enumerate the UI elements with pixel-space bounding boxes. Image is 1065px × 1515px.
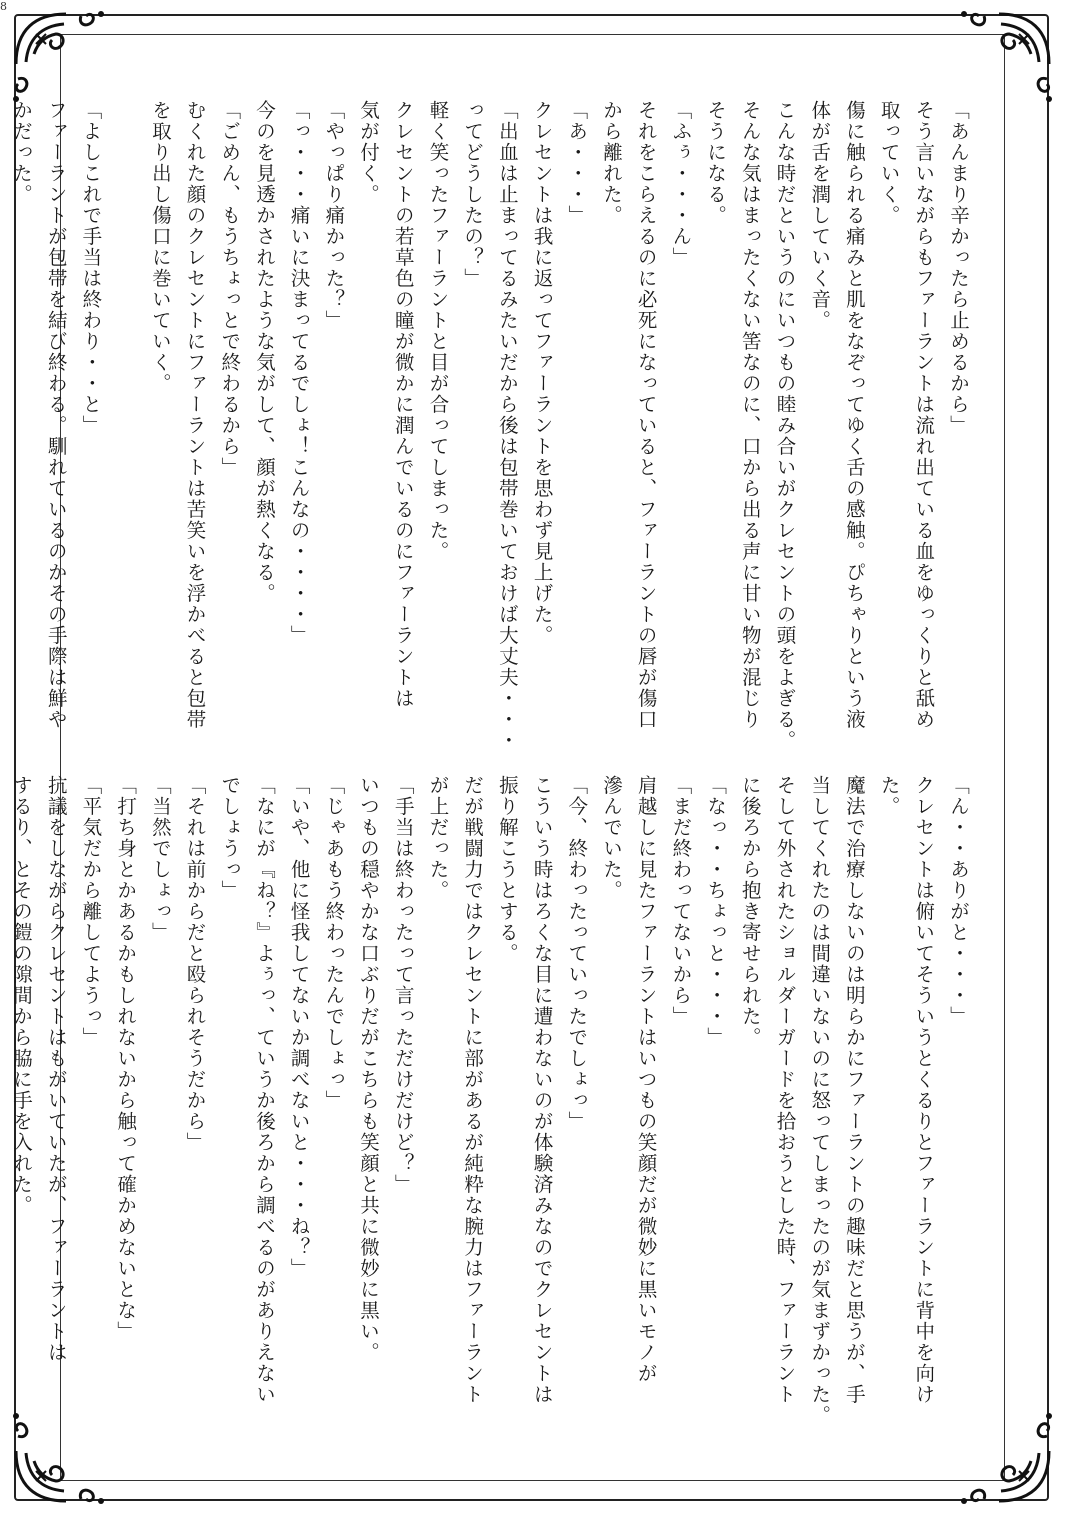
text-line: 「出血は止まってるみたいだから後は包帯巻いておけば大丈夫・・・ <box>495 100 519 751</box>
text-line: 滲んでいた。 <box>599 775 623 901</box>
text-line: でしょうっ」 <box>218 775 242 901</box>
text-line: ファーラントが包帯を結び終わる。馴れているのかその手際は鮮や <box>44 100 68 730</box>
text-line: そんな気はまったくない筈なのに、口から出る声に甘い物が混じり <box>738 100 762 730</box>
corner-ornament-icon <box>6 1401 116 1511</box>
text-line: 「それは前からだと殴られそうだから」 <box>183 775 207 1153</box>
text-line: 体が舌を潤していく音。 <box>808 100 832 331</box>
text-line: 「なにが『ね？』よぅっ、ていうか後ろから調べるのがありえない <box>252 775 276 1405</box>
text-line: 「平気だから離してようっ」 <box>79 775 103 1048</box>
lower-text-block <box>10 775 975 1426</box>
text-line: こういう時はろくな目に遭わないのが体験済みなのでクレセントは <box>530 775 554 1405</box>
text-line: 「よしこれで手当は終わり・・と」 <box>79 100 103 436</box>
text-line: こんな時だというのにいつもの睦み合いがクレセントの頭をよぎる。 <box>773 100 797 751</box>
text-line: 「当然でしょっ」 <box>148 775 172 943</box>
text-line: 「ふぅ・・・ん」 <box>669 100 693 268</box>
page-number: 8 <box>0 0 7 13</box>
corner-ornament-icon <box>6 4 116 114</box>
text-line: 「じゃあもう終わったんでしょっ」 <box>322 775 346 1111</box>
text-line: かだった。 <box>10 100 34 205</box>
text-line: 魔法で治療しないのは明らかにファーラントの趣味だと思うが、手 <box>842 775 866 1405</box>
text-line: そう言いながらもファーラントは流れ出ている血をゆっくりと舐め <box>912 100 936 730</box>
text-line: 軽く笑ったファーラントと目が合ってしまった。 <box>426 100 450 562</box>
text-line: 「やっぱり痛かった？」 <box>322 100 346 331</box>
text-line: 振り解こうとする。 <box>495 775 519 964</box>
upper-text-block <box>10 100 975 751</box>
text-line: だが戦闘力ではクレセントに部があるが純粋な腕力はファーラント <box>461 775 485 1405</box>
text-line: 「あ・・・」 <box>565 100 589 226</box>
blank-line <box>107 100 142 740</box>
text-line: クレセントは俯いてそういうとくるりとファーラントに背中を向け <box>912 775 936 1405</box>
text-line: むくれた顔のクレセントにファーラントは苦笑いを浮かべると包帯 <box>183 100 207 730</box>
text-line: 「ん・・ありがと・・・」 <box>947 775 970 1027</box>
text-line: 「っ・・・痛いに決まってるでしょ！こんなの・・・・」 <box>287 100 311 646</box>
corner-ornament-icon <box>949 1401 1059 1511</box>
text-line: が上だった。 <box>426 775 450 901</box>
text-line: を取り出し傷口に巻いていく。 <box>148 100 172 394</box>
text-line: 「いや、他に怪我してないか調べないと・・・ね？」 <box>287 775 311 1279</box>
text-line: 「あんまり辛かったら止めるから」 <box>947 100 970 436</box>
text-line: 気が付く。 <box>357 100 381 205</box>
text-line: 取っていく。 <box>877 100 901 226</box>
text-line: た。 <box>877 775 901 817</box>
text-line: クレセントの若草色の瞳が微かに潤んでいるのにファーラントは <box>391 100 415 709</box>
text-line: 抗議をしながらクレセントはもがいていたが、ファーラントは <box>44 775 68 1363</box>
text-line: 傷に触られる痛みと肌をなぞってゆく舌の感触。ぴちゃりという液 <box>842 100 866 730</box>
corner-ornament-icon <box>949 4 1059 114</box>
text-line: そして外されたショルダーガードを拾おうとした時、ファーラント <box>773 775 797 1405</box>
text-line: 「なっ・・ちょっと・・・」 <box>704 775 728 1048</box>
text-line: するり、とその鎧の隙間から脇に手を入れた。 <box>10 775 34 1216</box>
text-line: に後ろから抱き寄せられた。 <box>738 775 762 1048</box>
text-line: 肩越しに見たファーラントはいつもの笑顔だが微妙に黒いモノが <box>634 775 658 1384</box>
text-line: 「手当は終わったって言っただけだけど？」 <box>391 775 415 1195</box>
text-line: 当してくれたのは間違いないのに怒ってしまったのが気まずかった。 <box>808 775 832 1426</box>
text-line: そうになる。 <box>704 100 728 226</box>
text-line: 「まだ終わってないから」 <box>669 775 693 1027</box>
text-line: 「ごめん、もうちょっとで終わるから」 <box>218 100 242 478</box>
text-line: いつもの穏やかな口ぶりだがこちらも笑顔と共に微妙に黒い。 <box>357 775 381 1363</box>
text-line: それをこらえるのに必死になっていると、ファーラントの唇が傷口 <box>634 100 658 730</box>
text-line: から離れた。 <box>599 100 623 226</box>
text-line: 「今、終わったっていったでしょっ」 <box>565 775 589 1132</box>
text-line: 「打ち身とかあるかもしれないから触って確かめないとな」 <box>114 775 138 1342</box>
text-line: クレセントは我に返ってファーラントを思わず見上げた。 <box>530 100 554 646</box>
text-line: ってどうしたの？」 <box>461 100 485 289</box>
text-line: 今のを見透かされたような気がして、顔が熱くなる。 <box>252 100 276 604</box>
